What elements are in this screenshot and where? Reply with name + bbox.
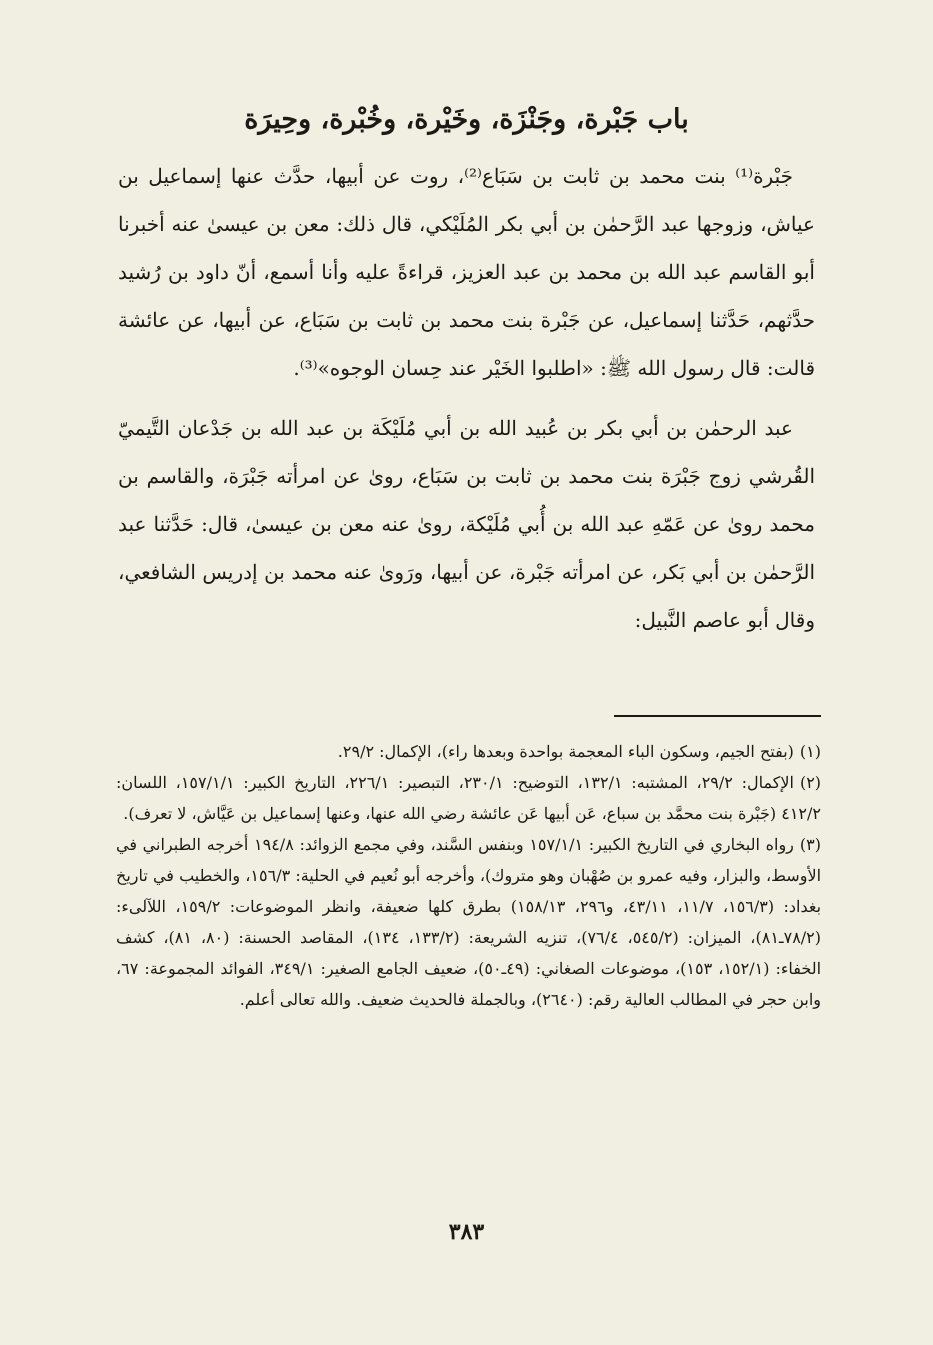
chapter-title: باب جَبْرة، وجَنْزَة، وخَيْرة، وخُبْرة، وحِيرَة [244,104,689,135]
footnote-text: (بفتح الجيم، وسكون الباء المعجمة بواحدة وبعدها راء)، الإكمال: ٢٩/٢. [337,742,794,761]
footnotes [116,736,821,1015]
footnote-1 [116,736,821,767]
paragraph-1: جَبْرة⁽¹⁾ بنت محمد بن ثابت بن سَبَاع⁽²⁾، روت عن أبيها، حدَّث عنها إسماعيل بن عياش، وزوجها عبد الرَّحمٰن بن أبي بكر المُلَيْكي، قال ذلك: معن بن عيسىٰ عنه أخبرنا أبو القاسم عبد الله بن محمد بن عبد العزيز، قراءةً عليه وأنا أسمع، أنّ داود بن رُشيد حدَّثهم، حَدَّثنا إسماعيل، عن جَبْرة بنت محمد بن ثابت بن سَبَاع، عن أبيها، عن عائشة قالت: قال رسول الله ﷺ: «اطلبوا الخَيْر عند حِسان الوجوه»⁽³⁾. [118,164,815,380]
footnote-number: (٢) [799,773,822,792]
footnote-number: (١) [799,742,821,761]
main-text [118,152,815,644]
footnote-3 [116,829,821,1015]
footnote-separator [614,715,821,717]
footnote-text: رواه البخاري في التاريخ الكبير: ١٥٧/١/١ وبنفس السَّند، وفي مجمع الزوائد: ١٩٤/٨ أخرجه الطبراني في الأوسط، والبزار، وفيه عمرو بن صُهْبان وهو متروك)، وأخرجه أبو نُعيم في الحلية: ١٥٦/٣، والخطيب في تاريخ بغداد: (١٥٦/٣، ١١/٧، ٤٣/١١، و٢٩٦، ١٥٨/١٣) بطرق كلها ضعيفة، وانظر الموضوعات: ١٥٩/٢، اللآلىء: (٧٨/٢ـ٨١)، الميزان: (٥٤٥/٢، ٧٦/٤)، تنزيه الشريعة: (١٣٣/٢، ١٣٤)، المقاصد الحسنة: (٨٠، ٨١)، كشف الخفاء: (١٥٢/١، ١٥٣)، موضوعات الصغاني: (٤٩ـ٥٠)، ضعيف الجامع الصغير: ٣٤٩/١، الفوائد المجموعة: ٦٧، وابن حجر في المطالب العالية رقم: (٢٦٤٠)، وبالجملة فالحديث ضعيف. والله تعالى أعلم. [116,835,822,1009]
paragraph-2: عبد الرحمٰن بن أبي بكر بن عُبيد الله بن أبي مُلَيْكَة بن عبد الله بن جَدْعان التَّيميّ القُرشي زوج جَبْرَة بنت محمد بن ثابت بن سَبَاع، روىٰ عن امرأته جَبْرَة، والقاسم بن محمد روىٰ عن عَمّهِ عبد الله بن أُبي مُلَيْكة، روىٰ عنه معن بن عيسىٰ، قال: حَدَّثنا عبد الرَّحمٰن بن أبي بَكر، عن امرأته جَبْرة، عن أبيها، ورَوىٰ عنه محمد بن إدريس الشافعي، وقال أبو عاصم النَّبيل: [118,416,815,632]
footnote-text: الإكمال: ٢٩/٢، المشتبه: ١٣٢/١، التوضيح: ٢٣٠/١، التبصير: ٢٢٦/١، التاريخ الكبير: ١٥٧/١/١، اللسان: ٤١٢/٢ (جَبْرة بنت محمَّد بن سباع، عَن أبيها عَن عائشة رضي الله عنها، وعنها إسماعيل بن عَيَّاش، لا تعرف). [116,773,821,823]
page-number: ٣٨٣ [448,1219,485,1245]
footnote-number: (٣) [799,835,822,854]
footnote-2 [116,767,821,829]
